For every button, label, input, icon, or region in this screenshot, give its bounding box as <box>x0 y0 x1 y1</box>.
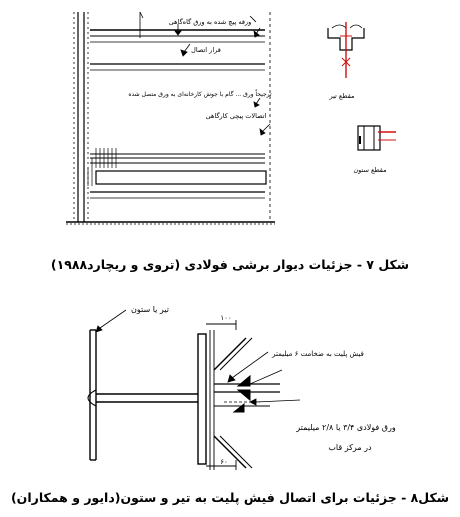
label-column-section: مقطع ستون <box>353 166 387 174</box>
label-beam-section: مقطع تیر <box>329 92 355 100</box>
figure-8-caption: شکل۸ - جزئیات برای اتصال فیش پلیت به تیر و ستون(دایور و همکاران) <box>10 490 450 505</box>
beam-section-detail <box>328 22 364 78</box>
label-beam-or-column: تیر یا ستون <box>131 305 169 314</box>
label-panel-text: ترجیحاً ورق ... گام با جوش کارخانه‌ای به ورق متصل شده <box>128 91 272 98</box>
fish-plate-assembly <box>198 320 280 470</box>
figure-7-caption: شکل ۷ - جزئیات دیوار برشی فولادی (تروی و ریچارد۱۹۸۸) <box>50 257 410 272</box>
label-bolted-connection: اتصالات پیچی کارگاهی <box>205 112 267 120</box>
label-weld-plate: ورقه پیچ شده به ورق گاه‌گاهی <box>168 18 252 26</box>
label-dim-top: ۱۰۰ <box>220 314 232 322</box>
figure-7-drawing <box>60 8 410 248</box>
label-beam-flange: قرار اتصال <box>191 46 221 54</box>
label-dim-bottom: ۶۰ <box>220 458 228 466</box>
label-fish-plate: فیش پلیت به ضخامت ۶ میلیمتر <box>272 350 364 358</box>
i-beam-section <box>88 330 198 460</box>
figure-8-drawing <box>0 290 460 480</box>
label-frame-center: در مرکز قاب <box>328 443 372 452</box>
column-section-detail <box>358 126 396 150</box>
label-steel-plate: ورق فولادی ۳/۴ یا ۲/۸ میلیمتر <box>296 423 396 432</box>
